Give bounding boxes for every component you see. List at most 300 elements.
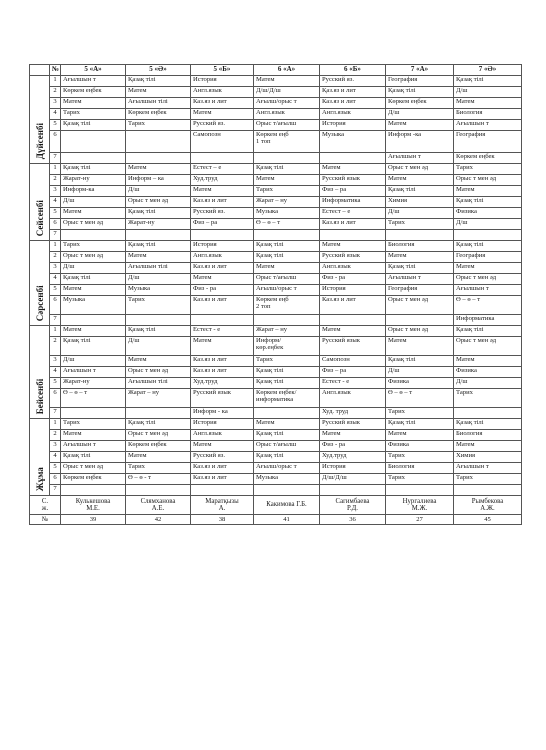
lesson-cell: Орыс т/ағылш bbox=[254, 441, 320, 452]
lesson-cell: Тарих bbox=[386, 474, 454, 485]
lesson-cell: Физ - ра bbox=[320, 274, 386, 285]
lesson-cell bbox=[191, 485, 254, 496]
lesson-cell: Д/ш/Д/ш bbox=[320, 474, 386, 485]
lesson-cell: Қазақ тілі bbox=[126, 326, 191, 337]
lesson-cell bbox=[191, 315, 254, 326]
lesson-cell: Орыс т мен әд bbox=[386, 164, 454, 175]
class-header: 5 «Б» bbox=[191, 65, 254, 76]
lesson-cell: Русский язык bbox=[320, 252, 386, 263]
lesson-cell: Орыс т мен әд bbox=[61, 219, 126, 230]
lesson-cell: Ө – ө – т bbox=[454, 296, 522, 315]
lesson-cell: Қазақ тілі bbox=[61, 274, 126, 285]
lesson-cell bbox=[61, 408, 126, 419]
lesson-cell: Информ - ка bbox=[191, 408, 254, 419]
lesson-cell: Қазақ тілі bbox=[386, 419, 454, 430]
lesson-cell: Тарих bbox=[126, 296, 191, 315]
lesson-cell: Информ -ка bbox=[386, 131, 454, 153]
lesson-cell: География bbox=[386, 76, 454, 87]
lesson-cell: Матем bbox=[191, 186, 254, 197]
lesson-row bbox=[30, 87, 522, 98]
lesson-number: 4 bbox=[50, 274, 61, 285]
day-cell bbox=[30, 164, 50, 241]
lesson-cell: Тарих bbox=[454, 474, 522, 485]
lesson-row bbox=[30, 208, 522, 219]
lesson-cell: Көркем еңбек bbox=[61, 87, 126, 98]
lesson-number: 3 bbox=[50, 263, 61, 274]
lesson-cell: Худ.труд bbox=[191, 378, 254, 389]
class-header: 6 «А» bbox=[254, 65, 320, 76]
lesson-cell: Қазақ тілі bbox=[61, 452, 126, 463]
lesson-cell bbox=[320, 315, 386, 326]
lesson-cell: Ағылш/орыс т bbox=[254, 463, 320, 474]
lesson-number: 3 bbox=[50, 441, 61, 452]
lesson-cell: Каз.яз и лит bbox=[191, 296, 254, 315]
lesson-number: 2 bbox=[50, 175, 61, 186]
teacher-name: Маратқызы А. bbox=[191, 496, 254, 515]
lesson-cell: Англ.язык bbox=[254, 109, 320, 120]
lesson-cell: Худ.труд bbox=[191, 175, 254, 186]
lesson-cell bbox=[254, 315, 320, 326]
lesson-number: 1 bbox=[50, 326, 61, 337]
lesson-cell: Ағылшын т bbox=[61, 441, 126, 452]
lesson-cell: Қазақ тілі bbox=[454, 326, 522, 337]
lesson-cell: Матем bbox=[191, 441, 254, 452]
lesson-cell: Информ/ көр.еңбек bbox=[254, 337, 320, 356]
lesson-cell: Орыс т мен әд bbox=[454, 274, 522, 285]
lesson-cell: Қазақ тілі bbox=[126, 208, 191, 219]
lesson-cell: Орыс т мен әд bbox=[61, 252, 126, 263]
corner-cell bbox=[30, 65, 50, 76]
lesson-cell: Д/ш bbox=[126, 274, 191, 285]
lesson-row bbox=[30, 274, 522, 285]
lesson-cell bbox=[320, 230, 386, 241]
lesson-cell: Естест - е bbox=[191, 326, 254, 337]
lesson-cell: География bbox=[454, 252, 522, 263]
totals-row bbox=[30, 515, 522, 525]
lesson-number: 6 bbox=[50, 131, 61, 153]
lesson-cell: Орыс т мен әд bbox=[126, 430, 191, 441]
lesson-cell: Қазақ тілі bbox=[254, 452, 320, 463]
total-value: 45 bbox=[454, 515, 522, 525]
totals-label: № bbox=[30, 515, 61, 525]
lesson-cell: Англ.язык bbox=[191, 252, 254, 263]
lesson-cell: Ағылшын тілі bbox=[126, 98, 191, 109]
lesson-cell: Самопозн bbox=[320, 356, 386, 367]
lesson-cell bbox=[61, 315, 126, 326]
day-cell bbox=[30, 76, 50, 164]
lesson-row bbox=[30, 263, 522, 274]
lesson-cell: Ө – ө – т bbox=[386, 389, 454, 408]
lesson-cell: Жарат – ну bbox=[126, 389, 191, 408]
lesson-cell: Каз.яз и лит bbox=[320, 219, 386, 230]
class-header: 5 «Ә» bbox=[126, 65, 191, 76]
lesson-number: 2 bbox=[50, 252, 61, 263]
lesson-number: 4 bbox=[50, 452, 61, 463]
lesson-cell: Англ.язык bbox=[191, 430, 254, 441]
lesson-cell: Көркем еңбек bbox=[126, 109, 191, 120]
lesson-cell: Физ – ра bbox=[320, 367, 386, 378]
lesson-number: 2 bbox=[50, 430, 61, 441]
lesson-cell: Көркем еңб 1 топ bbox=[254, 131, 320, 153]
lesson-cell: Тарих bbox=[454, 389, 522, 408]
lesson-cell: Русский язык bbox=[191, 389, 254, 408]
teacher-name: Рымбекова А.Ж. bbox=[454, 496, 522, 515]
lesson-cell: Орыс т мен әд bbox=[126, 197, 191, 208]
lesson-cell: Тарих bbox=[126, 120, 191, 131]
lesson-number: 1 bbox=[50, 76, 61, 87]
lesson-cell: Орыс т мен әд bbox=[61, 463, 126, 474]
lesson-cell: Каз.яз и лит bbox=[191, 98, 254, 109]
lesson-cell: История bbox=[320, 120, 386, 131]
class-header: 5 «А» bbox=[61, 65, 126, 76]
lesson-cell: Матем bbox=[61, 98, 126, 109]
lesson-cell: Жарат – ну bbox=[254, 197, 320, 208]
total-value: 38 bbox=[191, 515, 254, 525]
lesson-cell: Ағылшын т bbox=[61, 76, 126, 87]
lesson-number: 7 bbox=[50, 230, 61, 241]
lesson-cell: Қазақ тілі bbox=[61, 337, 126, 356]
lesson-cell: Матем bbox=[61, 285, 126, 296]
lesson-cell: Матем bbox=[320, 241, 386, 252]
lesson-cell: История bbox=[191, 76, 254, 87]
lesson-cell bbox=[61, 131, 126, 153]
lesson-cell: Матем bbox=[454, 263, 522, 274]
lesson-row bbox=[30, 356, 522, 367]
lesson-cell bbox=[386, 230, 454, 241]
lesson-cell bbox=[386, 315, 454, 326]
lesson-cell: Ағылшын тілі bbox=[126, 378, 191, 389]
lesson-cell: Каз.яз и лит bbox=[191, 356, 254, 367]
lesson-row bbox=[30, 153, 522, 164]
lesson-cell: Қазақ тілі bbox=[254, 164, 320, 175]
lesson-cell: Көркем еңбек/ информатика bbox=[254, 389, 320, 408]
lesson-cell: Матем bbox=[386, 337, 454, 356]
lesson-cell bbox=[191, 153, 254, 164]
lesson-cell: Орыс т мен әд bbox=[386, 296, 454, 315]
lesson-cell: Қаз.яз и лит bbox=[320, 87, 386, 98]
class-header: 6 «Б» bbox=[320, 65, 386, 76]
lesson-row bbox=[30, 326, 522, 337]
teachers-label: С. ж. bbox=[30, 496, 61, 515]
lesson-cell: Ағылшын т bbox=[454, 463, 522, 474]
lesson-cell: Д/ш bbox=[126, 337, 191, 356]
lesson-cell bbox=[254, 485, 320, 496]
lesson-cell: Каз.яз и лит bbox=[191, 463, 254, 474]
lesson-row bbox=[30, 219, 522, 230]
lesson-cell: Көркем еңбек bbox=[386, 98, 454, 109]
lesson-row bbox=[30, 408, 522, 419]
num-header: № bbox=[50, 65, 61, 76]
lesson-cell: Англ.язык bbox=[320, 263, 386, 274]
lesson-cell: Қазақ тілі bbox=[126, 241, 191, 252]
lesson-cell: Матем bbox=[454, 356, 522, 367]
lesson-row bbox=[30, 463, 522, 474]
lesson-cell: Қазақ тілі bbox=[386, 356, 454, 367]
lesson-cell: Биология bbox=[454, 109, 522, 120]
lesson-row bbox=[30, 474, 522, 485]
lesson-cell bbox=[126, 131, 191, 153]
lesson-cell: История bbox=[191, 419, 254, 430]
lesson-cell: Матем bbox=[191, 274, 254, 285]
teacher-name: Кулькешова М.Е. bbox=[61, 496, 126, 515]
lesson-cell: География bbox=[386, 285, 454, 296]
lesson-number: 5 bbox=[50, 463, 61, 474]
lesson-cell: Қазақ тілі bbox=[254, 378, 320, 389]
lesson-cell: Қазақ тілі bbox=[454, 197, 522, 208]
lesson-cell: Қазақ тілі bbox=[386, 186, 454, 197]
lesson-row bbox=[30, 367, 522, 378]
lesson-cell: Көркем еңбек bbox=[454, 153, 522, 164]
lesson-row bbox=[30, 315, 522, 326]
lesson-row bbox=[30, 241, 522, 252]
lesson-cell: Жарат-ну bbox=[126, 219, 191, 230]
lesson-cell: Д/ш bbox=[126, 186, 191, 197]
lesson-cell: Ағылш/орыс т bbox=[254, 285, 320, 296]
lesson-cell: Музыка bbox=[126, 285, 191, 296]
lesson-row bbox=[30, 378, 522, 389]
timetable bbox=[29, 64, 522, 525]
day-name: Дүйсенбі bbox=[34, 122, 45, 159]
lesson-cell: Матем bbox=[126, 252, 191, 263]
teacher-name: Какимова Г.Б. bbox=[254, 496, 320, 515]
lesson-row bbox=[30, 197, 522, 208]
lesson-row bbox=[30, 109, 522, 120]
lesson-cell: Тарих bbox=[386, 219, 454, 230]
lesson-cell: Орыс т/ағылш bbox=[254, 120, 320, 131]
lesson-cell: Физ – ра bbox=[191, 219, 254, 230]
lesson-cell: Д/ш/Д/ш bbox=[254, 87, 320, 98]
lesson-cell bbox=[126, 230, 191, 241]
lesson-cell: Тарих bbox=[254, 356, 320, 367]
lesson-row bbox=[30, 252, 522, 263]
lesson-cell: Информатика bbox=[320, 197, 386, 208]
lesson-cell: География bbox=[454, 131, 522, 153]
lesson-cell: Қазақ тілі bbox=[254, 241, 320, 252]
lesson-row bbox=[30, 430, 522, 441]
class-header: 7 «Ә» bbox=[454, 65, 522, 76]
lesson-cell: Физика bbox=[386, 378, 454, 389]
lesson-number: 5 bbox=[50, 120, 61, 131]
lesson-cell bbox=[126, 408, 191, 419]
lesson-number: 1 bbox=[50, 419, 61, 430]
lesson-cell: Жарат-ну bbox=[61, 378, 126, 389]
lesson-cell: Музыка bbox=[61, 296, 126, 315]
lesson-cell: Матем bbox=[61, 430, 126, 441]
lesson-number: 6 bbox=[50, 389, 61, 408]
lesson-cell bbox=[61, 230, 126, 241]
lesson-cell: Матем bbox=[126, 452, 191, 463]
lesson-cell: Физика bbox=[454, 208, 522, 219]
lesson-cell: Матем bbox=[454, 441, 522, 452]
timetable-sheet bbox=[29, 64, 522, 525]
lesson-number: 5 bbox=[50, 378, 61, 389]
day-cell bbox=[30, 241, 50, 326]
lesson-cell: Биология bbox=[386, 241, 454, 252]
lesson-number: 7 bbox=[50, 315, 61, 326]
lesson-number: 4 bbox=[50, 367, 61, 378]
lesson-cell: Матем bbox=[320, 326, 386, 337]
lesson-number: 7 bbox=[50, 153, 61, 164]
lesson-cell: Русский язык bbox=[320, 419, 386, 430]
lesson-cell bbox=[454, 485, 522, 496]
lesson-cell: Русский яз. bbox=[191, 120, 254, 131]
lesson-cell: Тарих bbox=[126, 463, 191, 474]
lesson-cell: Матем bbox=[386, 120, 454, 131]
lesson-cell: Қазақ тілі bbox=[454, 419, 522, 430]
lesson-cell: Физика bbox=[454, 367, 522, 378]
lesson-number: 5 bbox=[50, 208, 61, 219]
lesson-cell: Матем bbox=[386, 175, 454, 186]
lesson-cell bbox=[126, 315, 191, 326]
lesson-cell: Самопозн bbox=[191, 131, 254, 153]
day-name: Бейсенбі bbox=[34, 378, 45, 414]
lesson-cell: Д/ш bbox=[454, 378, 522, 389]
lesson-cell: Химия bbox=[386, 197, 454, 208]
lesson-number: 1 bbox=[50, 164, 61, 175]
lesson-cell: Ө – ө – т bbox=[254, 219, 320, 230]
lesson-cell: Орыс т мен әд bbox=[454, 175, 522, 186]
lesson-row bbox=[30, 120, 522, 131]
lesson-cell bbox=[126, 485, 191, 496]
lesson-cell: Орыс т мен әд bbox=[126, 367, 191, 378]
lesson-cell: Англ.язык bbox=[320, 389, 386, 408]
lesson-cell: Матем bbox=[61, 326, 126, 337]
lesson-cell bbox=[126, 153, 191, 164]
lesson-number: 3 bbox=[50, 186, 61, 197]
teachers-row bbox=[30, 496, 522, 515]
lesson-cell: Қазақ тілі bbox=[454, 241, 522, 252]
lesson-cell: Ағылшын т bbox=[386, 153, 454, 164]
lesson-cell: Ағылшын тілі bbox=[126, 263, 191, 274]
lesson-cell: Музыка bbox=[254, 208, 320, 219]
lesson-cell: Матем bbox=[254, 76, 320, 87]
lesson-cell bbox=[386, 485, 454, 496]
lesson-cell: Д/ш bbox=[61, 197, 126, 208]
lesson-row bbox=[30, 419, 522, 430]
lesson-number: 1 bbox=[50, 241, 61, 252]
lesson-number: 7 bbox=[50, 485, 61, 496]
lesson-row bbox=[30, 452, 522, 463]
lesson-row bbox=[30, 186, 522, 197]
lesson-cell: Русский яз. bbox=[320, 76, 386, 87]
lesson-number: 6 bbox=[50, 219, 61, 230]
lesson-cell: Ағылшын т bbox=[61, 367, 126, 378]
lesson-cell: Ағылш/орыс т bbox=[254, 98, 320, 109]
total-value: 27 bbox=[386, 515, 454, 525]
lesson-cell: Матем bbox=[61, 208, 126, 219]
lesson-cell: Орыс т мен әд bbox=[386, 326, 454, 337]
lesson-cell: Тарих bbox=[61, 241, 126, 252]
lesson-cell: Англ.язык bbox=[191, 87, 254, 98]
lesson-cell: Д/ш bbox=[454, 87, 522, 98]
lesson-cell: Химия bbox=[454, 452, 522, 463]
day-cell bbox=[30, 326, 50, 419]
lesson-cell: Худ. труд bbox=[320, 408, 386, 419]
total-value: 39 bbox=[61, 515, 126, 525]
lesson-cell: Музыка bbox=[254, 474, 320, 485]
lesson-cell: Жарат-ну bbox=[61, 175, 126, 186]
lesson-cell: Матем bbox=[386, 252, 454, 263]
lesson-cell: Д/ш bbox=[454, 219, 522, 230]
lesson-cell: Ағылшын т bbox=[454, 285, 522, 296]
lesson-cell: Физ – ра bbox=[320, 186, 386, 197]
lesson-cell: Қазақ тілі bbox=[454, 76, 522, 87]
lesson-cell: Информатика bbox=[454, 315, 522, 326]
lesson-cell: Матем bbox=[454, 186, 522, 197]
lesson-cell: Русский язык bbox=[320, 175, 386, 186]
lesson-cell: Физика bbox=[386, 441, 454, 452]
lesson-cell bbox=[61, 153, 126, 164]
lesson-cell: Каз.яз и лит bbox=[191, 263, 254, 274]
total-value: 36 bbox=[320, 515, 386, 525]
lesson-cell bbox=[191, 230, 254, 241]
lesson-cell: Көркем еңбек bbox=[126, 441, 191, 452]
lesson-cell: Қазақ тілі bbox=[61, 164, 126, 175]
lesson-cell: Матем bbox=[126, 164, 191, 175]
lesson-cell: Каз.яз и лит bbox=[320, 98, 386, 109]
lesson-cell bbox=[254, 230, 320, 241]
lesson-cell: Матем bbox=[126, 87, 191, 98]
lesson-cell bbox=[320, 153, 386, 164]
day-name: Жұма bbox=[34, 467, 45, 491]
lesson-number: 6 bbox=[50, 296, 61, 315]
teacher-name: Слямханова А.Е. bbox=[126, 496, 191, 515]
lesson-cell: Ағылшын т bbox=[454, 120, 522, 131]
lesson-cell: Тарих bbox=[386, 408, 454, 419]
lesson-number: 7 bbox=[50, 408, 61, 419]
lesson-row bbox=[30, 230, 522, 241]
lesson-cell: Каз.яз и лит bbox=[320, 296, 386, 315]
lesson-cell: Тарих bbox=[386, 452, 454, 463]
lesson-cell: Д/ш bbox=[386, 109, 454, 120]
lesson-number: 2 bbox=[50, 337, 61, 356]
lesson-cell: История bbox=[191, 241, 254, 252]
lesson-row bbox=[30, 485, 522, 496]
day-cell bbox=[30, 419, 50, 496]
lesson-cell: Матем bbox=[191, 337, 254, 356]
lesson-row bbox=[30, 76, 522, 87]
lesson-cell: Естест – е bbox=[191, 164, 254, 175]
lesson-cell: Матем bbox=[126, 356, 191, 367]
lesson-cell: Қазақ тілі bbox=[254, 252, 320, 263]
lesson-cell: Қазақ тілі bbox=[386, 87, 454, 98]
lesson-cell: Жарат – ну bbox=[254, 326, 320, 337]
lesson-cell bbox=[254, 408, 320, 419]
lesson-cell: Ө – ө - т bbox=[126, 474, 191, 485]
lesson-cell: Д/ш bbox=[61, 263, 126, 274]
lesson-cell: Көркем еңбек bbox=[61, 474, 126, 485]
lesson-row bbox=[30, 337, 522, 356]
day-name: Сәрсенбі bbox=[34, 285, 45, 321]
lesson-cell: Тарих bbox=[61, 109, 126, 120]
lesson-cell: Көркем еңб 2 топ bbox=[254, 296, 320, 315]
lesson-cell: Информ-ка bbox=[61, 186, 126, 197]
lesson-cell: Биология bbox=[386, 463, 454, 474]
lesson-cell bbox=[320, 485, 386, 496]
lesson-cell: Матем bbox=[320, 430, 386, 441]
total-value: 41 bbox=[254, 515, 320, 525]
lesson-cell: Қазақ тілі bbox=[386, 263, 454, 274]
lesson-cell: Матем bbox=[386, 430, 454, 441]
lesson-cell: Орыс т/ағылш bbox=[254, 274, 320, 285]
lesson-cell: Русский яз. bbox=[191, 208, 254, 219]
lesson-row bbox=[30, 98, 522, 109]
header-row bbox=[30, 65, 522, 76]
lesson-cell: Англ.язык bbox=[320, 109, 386, 120]
lesson-cell: Матем bbox=[254, 175, 320, 186]
lesson-number: 2 bbox=[50, 87, 61, 98]
lesson-cell: Қазақ тілі bbox=[254, 430, 320, 441]
